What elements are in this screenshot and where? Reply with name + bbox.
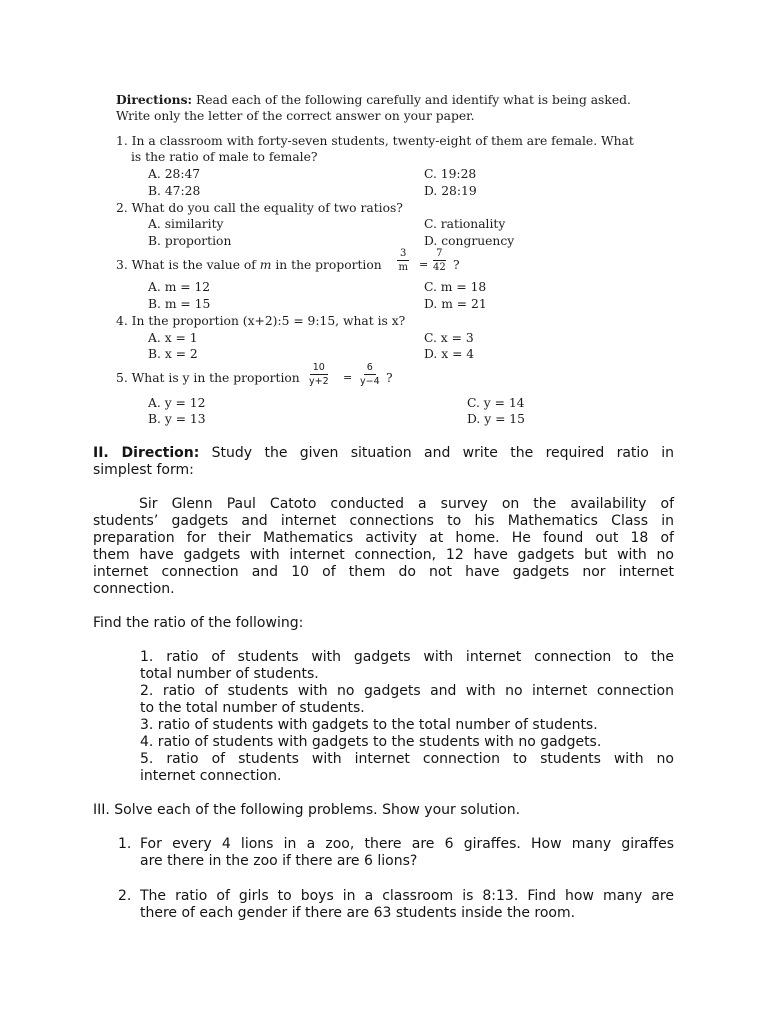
q5-question-mark: ? <box>386 371 393 385</box>
q2-option-d: D. congruency <box>424 234 515 248</box>
q3-option-a: A. m = 12 <box>148 280 211 294</box>
survey-paragraph-line-5: internet connection and 10 of them do not have gadgets nor internet <box>93 564 674 580</box>
find-ratio-instruction: Find the ratio of the following: <box>93 615 304 631</box>
q2-option-c: C. rationality <box>424 217 506 231</box>
ratio-item-5-line-2: internet connection. <box>140 768 282 784</box>
q5-fraction-1: $\frac{10}{y+2}$ <box>309 362 329 387</box>
ratio-item-3: 3. ratio of students with gadgets to the total number of students. <box>140 717 598 733</box>
survey-paragraph-line-6: connection. <box>93 581 175 597</box>
problem-2-number: 2. <box>118 888 132 904</box>
part2-heading-line-1: II. Direction: Study the given situation and write the required ratio in <box>93 445 674 461</box>
q3-option-b: B. m = 15 <box>148 297 211 311</box>
q5-option-b: B. y = 13 <box>148 412 206 426</box>
q4-option-b: B. x = 2 <box>148 347 198 361</box>
survey-paragraph-line-2: students’ gadgets and internet connections to his Mathematics Class in <box>93 513 674 529</box>
ratio-item-2-line-2: to the total number of students. <box>140 700 365 716</box>
q5-fraction-2: $\frac{6}{y-4}$ <box>360 362 380 387</box>
q2-option-b: B. proportion <box>148 234 232 248</box>
problem-1-line-2: are there in the zoo if there are 6 lions? <box>140 853 418 869</box>
q5-option-a: A. y = 12 <box>148 396 206 410</box>
ratio-item-1-line-2: total number of students. <box>140 666 319 682</box>
directions-line-2: Write only the letter of the correct answer on your paper. <box>116 109 475 123</box>
ratio-item-1-line-1: 1. ratio of students with gadgets with internet connection to the <box>140 649 674 665</box>
q5-option-c: C. y = 14 <box>467 396 525 410</box>
problem-2-line-1: The ratio of girls to boys in a classroom is 8:13. Find how many are <box>140 888 674 904</box>
q1-option-b: B. 47:28 <box>148 184 201 198</box>
ratio-item-2-line-1: 2. ratio of students with no gadgets and with no internet connection <box>140 683 674 699</box>
ratio-item-4: 4. ratio of students with gadgets to the students with no gadgets. <box>140 734 602 750</box>
q4-option-d: D. x = 4 <box>424 347 475 361</box>
q5-option-d: D. y = 15 <box>467 412 525 426</box>
q3-option-d: D. m = 21 <box>424 297 487 311</box>
survey-paragraph-line-3: preparation for their Mathematics activity at home. He found out 18 of <box>93 530 674 546</box>
survey-paragraph-line-1: Sir Glenn Paul Catoto conducted a survey on the availability of <box>139 496 674 512</box>
q1-option-c: C. 19:28 <box>424 167 477 181</box>
q1-option-d: D. 28:19 <box>424 184 477 198</box>
q3-fraction-2: $\frac{7}{42}$ <box>433 248 446 273</box>
part2-heading: II. Direction: <box>93 445 200 461</box>
q3-equals: = <box>419 258 429 271</box>
q4-option-c: C. x = 3 <box>424 331 474 345</box>
part2-heading-line-2: simplest form: <box>93 462 194 478</box>
question-3: 3. What is the value of m in the proportion <box>116 258 382 272</box>
q3-fraction-1: $\frac{3}{m}$ <box>398 248 408 273</box>
q1-option-a: A. 28:47 <box>148 167 201 181</box>
q3-question-mark: ? <box>453 258 460 272</box>
directions-label: Directions: <box>116 92 193 107</box>
question-2: 2. What do you call the equality of two ratios? <box>116 201 403 215</box>
question-1-line-1: 1. In a classroom with forty-seven students, twenty-eight of them are female. What <box>116 134 634 148</box>
problem-2-line-2: there of each gender if there are 63 students inside the room. <box>140 905 576 921</box>
survey-paragraph-line-4: them have gadgets with internet connection, 12 have gadgets but with no <box>93 547 674 563</box>
variable-m: m <box>259 258 272 272</box>
q5-equals: = <box>343 371 353 384</box>
q2-option-a: A. similarity <box>148 217 224 231</box>
q4-option-a: A. x = 1 <box>148 331 198 345</box>
part3-heading: III. Solve each of the following problems. Show your solution. <box>93 802 521 818</box>
question-4: 4. In the proportion (x+2):5 = 9:15, what is x? <box>116 314 406 328</box>
problem-1-number: 1. <box>118 836 132 852</box>
directions-line-1: Directions: Read each of the following carefully and identify what is being asked. <box>116 92 631 107</box>
q3-option-c: C. m = 18 <box>424 280 487 294</box>
problem-1-line-1: For every 4 lions in a zoo, there are 6 giraffes. How many giraffes <box>140 836 674 852</box>
question-5: 5. What is y in the proportion <box>116 371 300 385</box>
question-1-line-2: is the ratio of male to female? <box>131 150 318 164</box>
ratio-item-5-line-1: 5. ratio of students with internet connection to students with no <box>140 751 674 767</box>
